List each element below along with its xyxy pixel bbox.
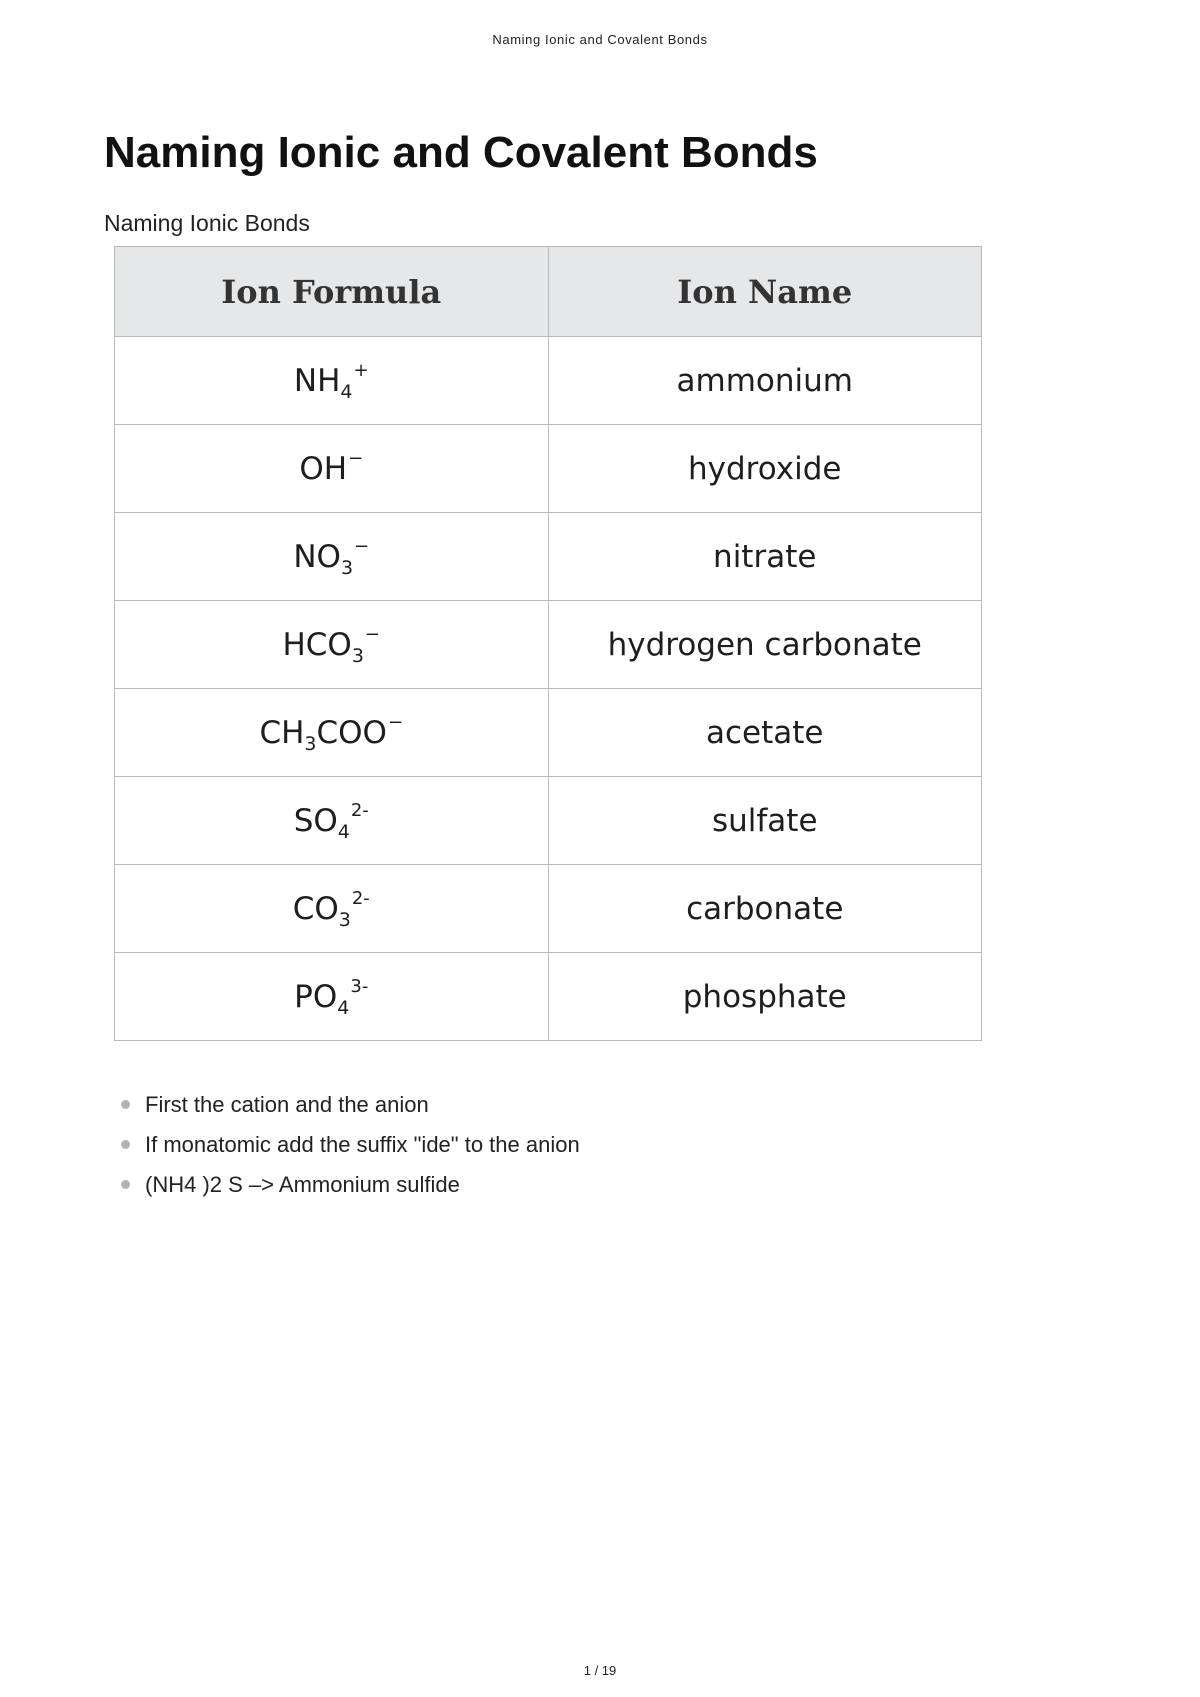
notes-list [118, 1092, 580, 1212]
table-row [115, 337, 982, 425]
ion-name-cell: sulfate [548, 777, 982, 865]
table-row [115, 689, 982, 777]
ion-formula-cell [115, 337, 549, 425]
running-header: Naming Ionic and Covalent Bonds [492, 32, 708, 47]
column-header-ion-formula: Ion Formula [115, 247, 549, 337]
ion-formula-cell [115, 601, 549, 689]
list-item-text: If monatomic add the suffix "ide" to the anion [145, 1132, 580, 1157]
formula-part: HCO [282, 626, 352, 663]
ion-name-cell: hydrogen carbonate [548, 601, 982, 689]
formula-part: PO [294, 978, 338, 1015]
ion-table [114, 246, 982, 1041]
table-row [115, 865, 982, 953]
formula-part: 2- [351, 887, 370, 909]
ion-name-cell: acetate [548, 689, 982, 777]
bullet-icon [121, 1140, 130, 1149]
formula-part: SO [293, 802, 338, 839]
formula-part: 4 [340, 380, 353, 403]
formula-part: 3 [338, 908, 351, 931]
formula-part: 3 [340, 556, 354, 579]
list-item [118, 1092, 580, 1132]
ion-table-body [115, 337, 982, 1041]
ion-name-cell: hydroxide [548, 425, 982, 513]
section-heading: Naming Ionic Bonds [104, 210, 310, 236]
ion-name-cell: nitrate [548, 513, 982, 601]
bullet-icon [121, 1180, 130, 1189]
ion-name-cell: phosphate [548, 953, 982, 1041]
table-row [115, 513, 982, 601]
table-row [115, 953, 982, 1041]
formula-part: 4 [337, 820, 350, 843]
ion-formula-cell [115, 953, 549, 1041]
formula-part: OH [299, 450, 348, 487]
ion-formula-cell [115, 777, 549, 865]
page-number: 1 / 19 [583, 1663, 617, 1678]
formula-part: 3 [304, 732, 317, 755]
formula-part: NH [293, 362, 341, 399]
list-item [118, 1172, 580, 1212]
list-item-text: First the cation and the anion [145, 1092, 429, 1117]
formula-part: NO [293, 538, 341, 575]
formula-part: − [354, 535, 370, 557]
ion-formula-cell [115, 513, 549, 601]
document-title: Naming Ionic and Covalent Bonds [104, 128, 818, 177]
ion-name-cell: ammonium [548, 337, 982, 425]
formula-part: 4 [337, 996, 350, 1019]
ion-formula-cell [115, 865, 549, 953]
formula-part: − [364, 623, 381, 645]
column-header-ion-name: Ion Name [548, 247, 982, 337]
table-header-row [115, 247, 982, 337]
list-item [118, 1132, 580, 1172]
bullet-icon [121, 1100, 130, 1109]
formula-part: + [353, 359, 369, 381]
formula-part: 3 [351, 644, 364, 667]
ion-formula-cell [115, 425, 549, 513]
table-row [115, 777, 982, 865]
table-row [115, 425, 982, 513]
formula-part: − [387, 711, 404, 733]
formula-part: CH [259, 714, 305, 751]
formula-part: COO [316, 714, 387, 751]
table-row [115, 601, 982, 689]
formula-part: CO [292, 890, 339, 927]
formula-part: − [348, 447, 364, 469]
formula-part: 2- [350, 799, 369, 821]
formula-part: 3- [350, 975, 369, 997]
list-item-text: (NH4 )2 S –> Ammonium sulfide [145, 1172, 460, 1197]
ion-name-cell: carbonate [548, 865, 982, 953]
ion-formula-cell [115, 689, 549, 777]
ion-table-image [114, 246, 982, 1041]
